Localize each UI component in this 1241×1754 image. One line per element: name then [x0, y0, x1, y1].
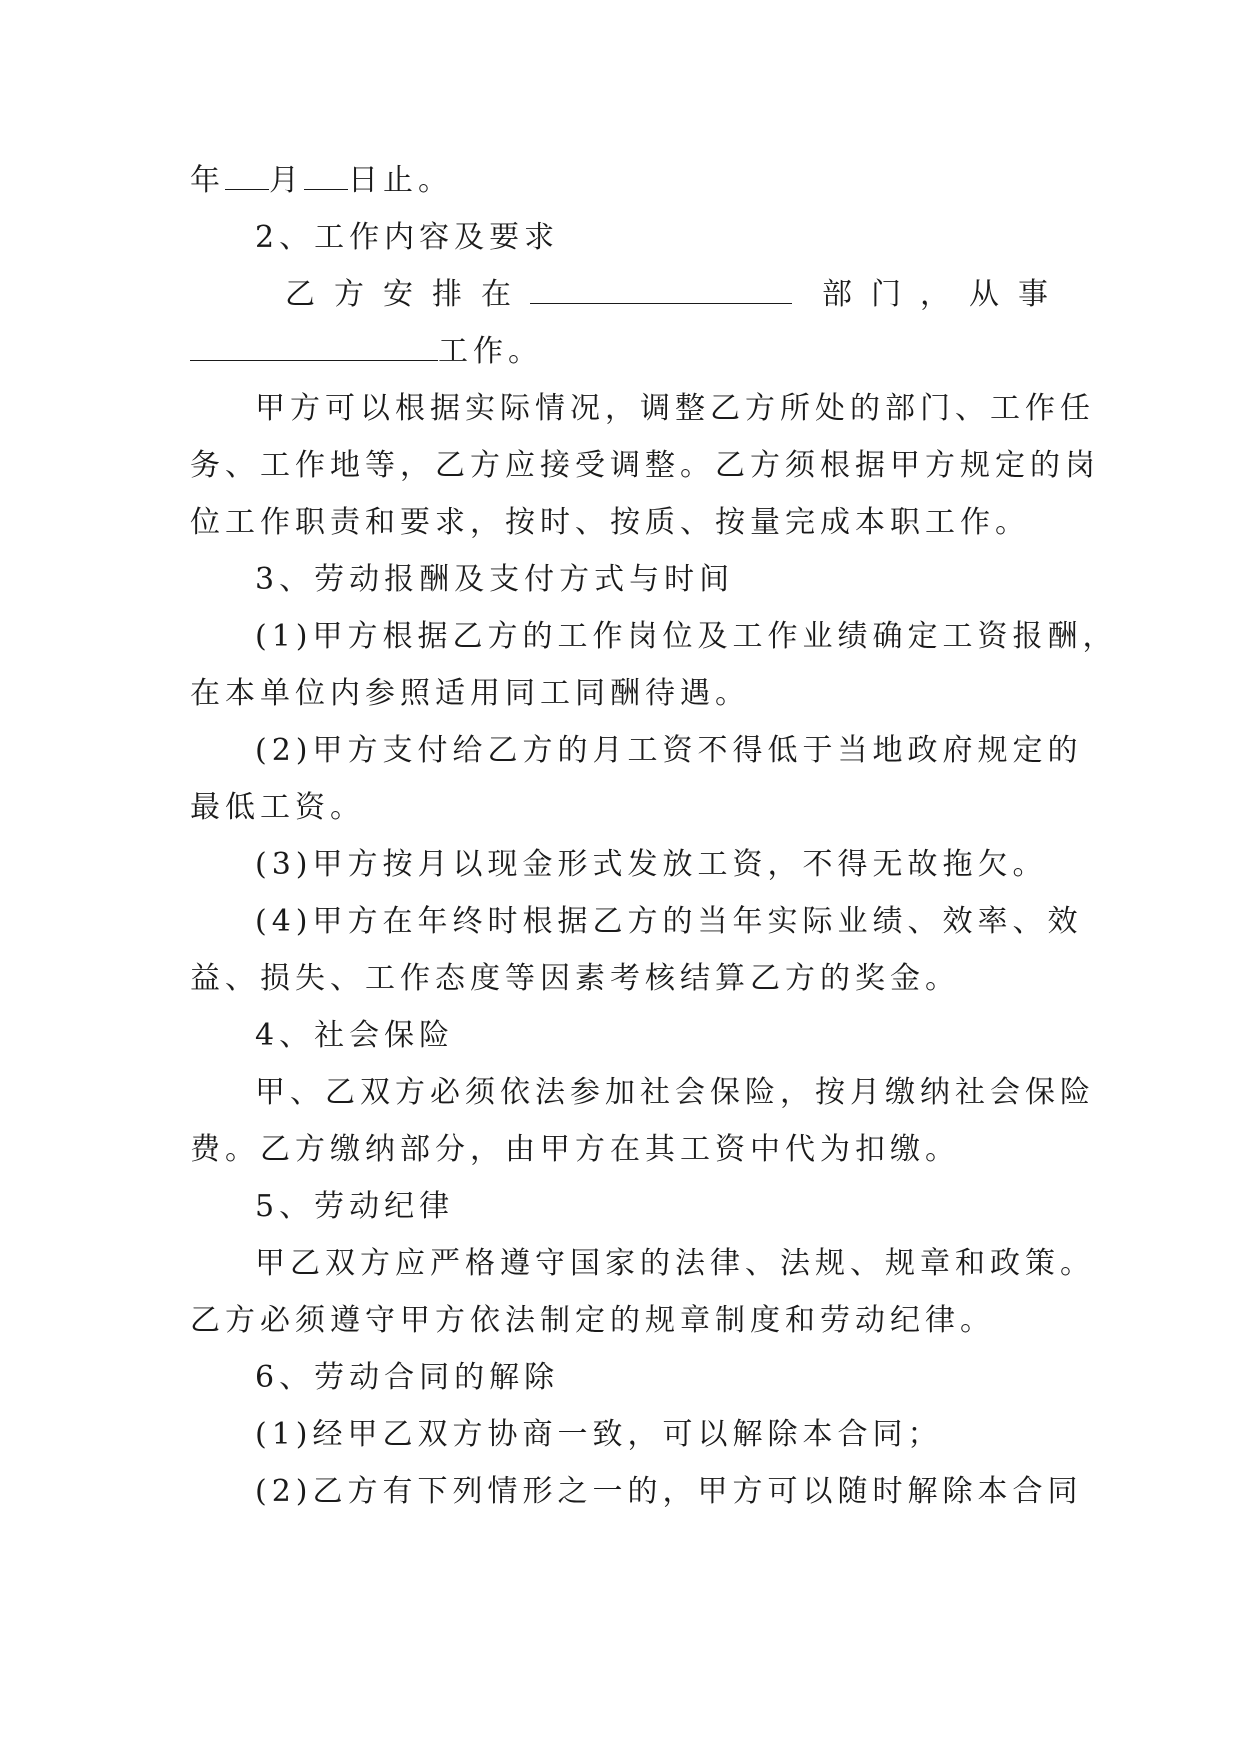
paragraph-line: (1)甲方根据乙方的工作岗位及工作业绩确定工资报酬，: [255, 619, 1118, 654]
work-suffix: 工作。: [438, 334, 543, 369]
paragraph-line: 位工作职责和要求，按时、按质、按量完成本职工作。: [190, 505, 1030, 540]
section-heading: 6、劳动合同的解除: [255, 1360, 560, 1395]
paragraph-line: 最低工资。: [190, 790, 365, 825]
paragraph-line: 甲乙双方应严格遵守国家的法律、法规、规章和政策。: [255, 1246, 1095, 1281]
year-label: 年: [190, 163, 225, 198]
work-blank: [190, 334, 438, 361]
paragraph-line: 费。乙方缴纳部分，由甲方在其工资中代为扣缴。: [190, 1132, 960, 1167]
paragraph-line: (2)乙方有下列情形之一的，甲方可以随时解除本合同: [255, 1474, 1083, 1509]
paragraph-line: 在本单位内参照适用同工同酬待遇。: [190, 676, 750, 711]
date-line: [190, 161, 1060, 201]
paragraph-line: (3)甲方按月以现金形式发放工资，不得无故拖欠。: [255, 847, 1048, 882]
paragraph-line: 乙方必须遵守甲方依法制定的规章制度和劳动纪律。: [190, 1303, 995, 1338]
section-heading: 4、社会保险: [255, 1018, 455, 1053]
paragraph-line: 甲、乙双方必须依法参加社会保险，按月缴纳社会保险: [255, 1075, 1095, 1110]
paragraph-line: (2)甲方支付给乙方的月工资不得低于当地政府规定的: [255, 733, 1083, 768]
paragraph-line: 甲方可以根据实际情况，调整乙方所处的部门、工作任: [255, 391, 1095, 426]
assignment-line: [285, 275, 1067, 315]
assignment-suffix: 部门，从事: [822, 277, 1067, 312]
month-label: 月: [269, 163, 304, 198]
day-label: 日止。: [348, 163, 453, 198]
day-blank: [304, 163, 348, 190]
paragraph-line: 务、工作地等，乙方应接受调整。乙方须根据甲方规定的岗: [190, 448, 1100, 483]
work-line: [190, 332, 1060, 372]
department-blank: [530, 277, 792, 304]
section-heading: 3、劳动报酬及支付方式与时间: [255, 562, 735, 597]
section-heading: 2、工作内容及要求: [255, 220, 560, 255]
paragraph-line: 益、损失、工作态度等因素考核结算乙方的奖金。: [190, 961, 960, 996]
month-blank: [225, 163, 269, 190]
paragraph-line: (1)经甲乙双方协商一致，可以解除本合同；: [255, 1417, 943, 1452]
paragraph-line: (4)甲方在年终时根据乙方的当年实际业绩、效率、效: [255, 904, 1083, 939]
assignment-prefix: 乙方安排在: [285, 277, 530, 312]
section-heading: 5、劳动纪律: [255, 1189, 455, 1224]
